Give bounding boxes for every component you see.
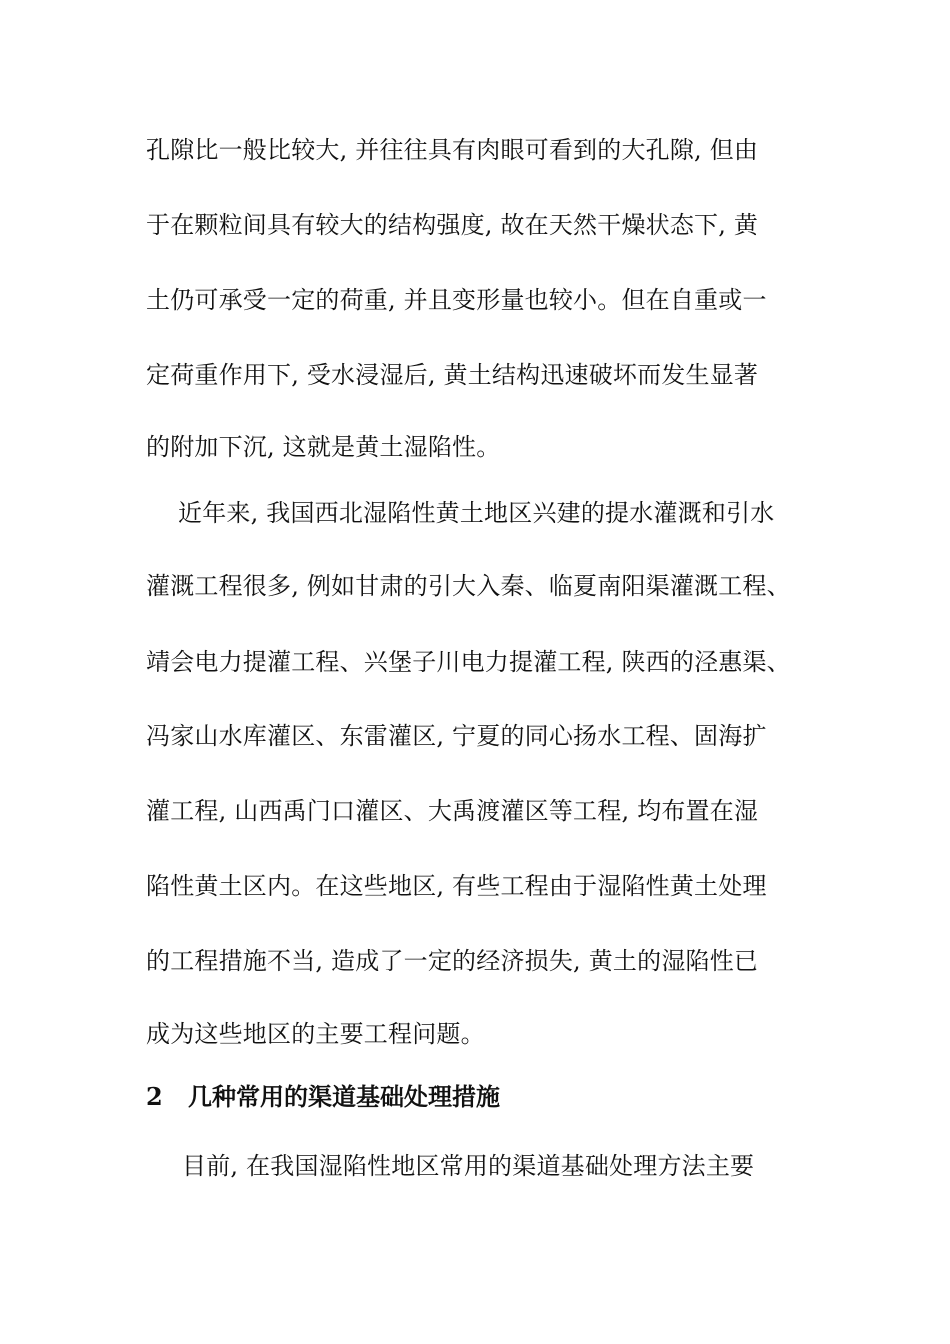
paragraph-3-line-1: 目前, 在我国湿陷性地区常用的渠道基础处理方法主要 <box>182 1152 755 1180</box>
paragraph-1-line-4: 定荷重作用下, 受水浸湿后, 黄土结构迅速破坏而发生显著 <box>146 361 759 389</box>
paragraph-1-line-5: 的附加下沉, 这就是黄土湿陷性。 <box>146 433 501 461</box>
paragraph-2-line-1: 近年来, 我国西北湿陷性黄土地区兴建的提水灌溉和引水 <box>178 499 775 527</box>
paragraph-2-line-7: 的工程措施不当, 造成了一定的经济损失, 黄土的湿陷性已 <box>146 947 759 975</box>
paragraph-2-line-5: 灌工程, 山西禹门口灌区、大禹渡灌区等工程, 均布置在湿 <box>146 797 759 825</box>
paragraph-1-line-2: 于在颗粒间具有较大的结构强度, 故在天然干燥状态下, 黄 <box>146 211 759 239</box>
paragraph-2-line-3: 靖会电力提灌工程、兴堡子川电力提灌工程, 陕西的泾惠渠、 <box>146 648 791 676</box>
section-title: 几种常用的渠道基础处理措施 <box>188 1082 500 1111</box>
paragraph-2-line-4: 冯家山水库灌区、东雷灌区, 宁夏的同心扬水工程、固海扩 <box>146 722 767 750</box>
paragraph-1-line-1: 孔隙比一般比较大, 并往往具有肉眼可看到的大孔隙, 但由 <box>146 136 759 164</box>
paragraph-2-line-2: 灌溉工程很多, 例如甘肃的引大入秦、临夏南阳渠灌溉工程、 <box>146 572 791 600</box>
section-number: 2 <box>146 1082 163 1111</box>
paragraph-2-line-8: 成为这些地区的主要工程问题。 <box>146 1020 485 1048</box>
paragraph-2-line-6: 陷性黄土区内。在这些地区, 有些工程由于湿陷性黄土处理 <box>146 872 767 900</box>
section-heading <box>146 1081 500 1113</box>
paragraph-1-line-3: 土仍可承受一定的荷重, 并且变形量也较小。但在自重或一 <box>146 286 767 314</box>
